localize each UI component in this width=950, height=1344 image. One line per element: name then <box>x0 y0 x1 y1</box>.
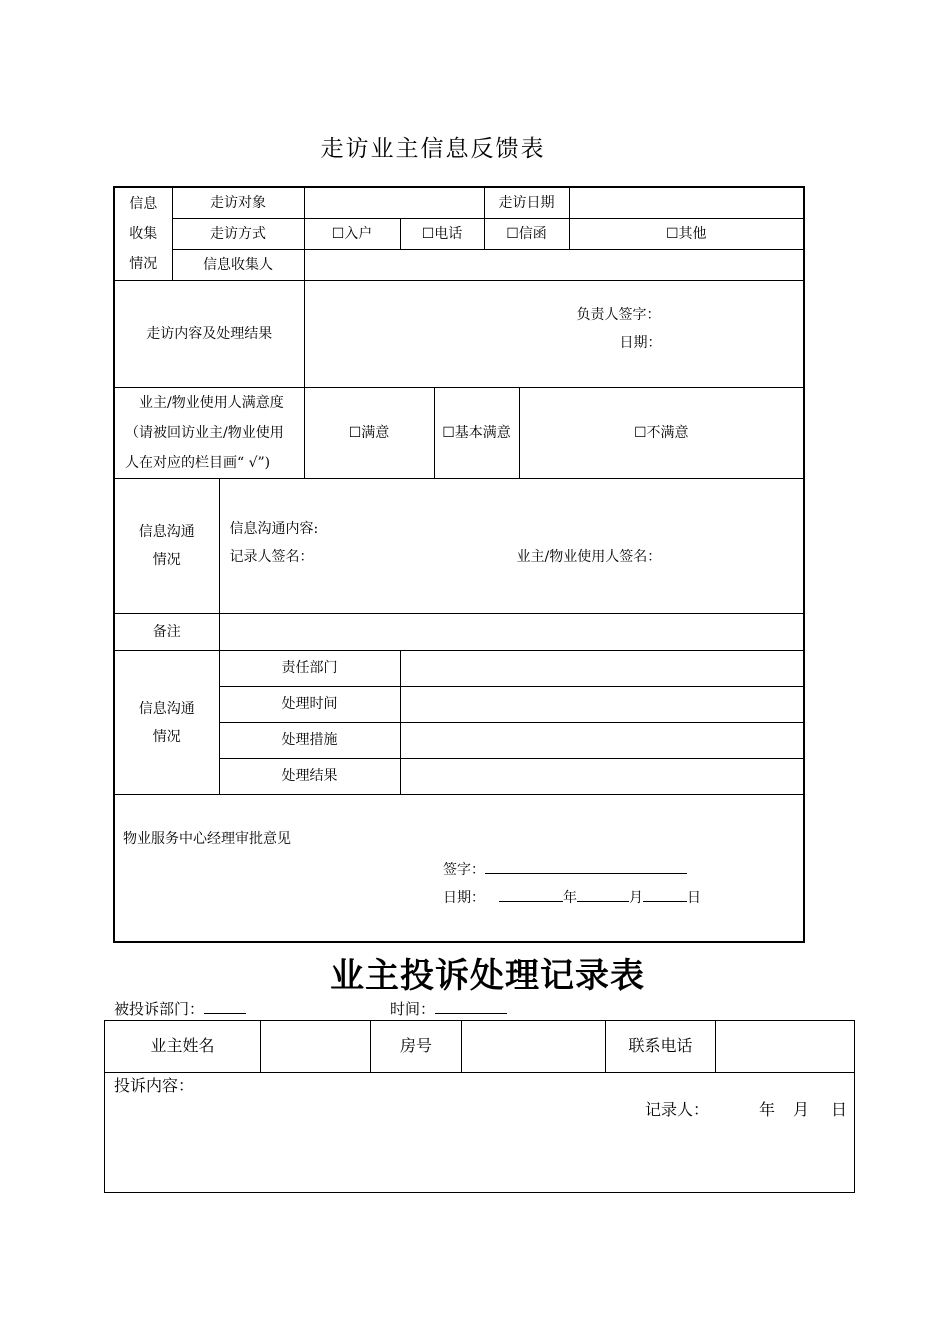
info-collection-label: 信息 收集 情况 <box>114 187 172 281</box>
time-field[interactable] <box>435 999 507 1014</box>
handling-result-field[interactable] <box>400 759 804 795</box>
form1-title: 走访业主信息反馈表 <box>320 136 546 162</box>
responsible-dept-field[interactable] <box>400 651 804 687</box>
recorder-label: 记录人： <box>645 1100 710 1119</box>
method-letter-checkbox[interactable]: ☐信函 <box>484 219 569 250</box>
phone-field[interactable] <box>716 1021 855 1073</box>
handling-result-label: 处理结果 <box>219 759 400 795</box>
handling-time-field[interactable] <box>400 687 804 723</box>
collector-field[interactable] <box>304 250 804 281</box>
department-label: 被投诉部门： <box>114 1000 205 1018</box>
remark-field[interactable] <box>219 614 804 651</box>
phone-label: 联系电话 <box>606 1021 716 1073</box>
department-line <box>114 998 246 1019</box>
owner-sign-label: 业主/物业使用人签名： <box>516 549 662 565</box>
responsible-date-label: 日期： <box>619 335 662 351</box>
communication-label: 信息沟通 情况 <box>114 479 219 614</box>
handling-measure-label: 处理措施 <box>219 723 400 759</box>
satisfied-checkbox[interactable]: ☐满意 <box>304 388 434 479</box>
time-line <box>390 998 507 1019</box>
manager-opinion-label: 物业服务中心经理审批意见 <box>123 831 291 847</box>
method-phone-checkbox[interactable]: ☐电话 <box>400 219 484 250</box>
satisfaction-label: 业主/物业使用人满意度 （请被回访业主/物业使用 人在对应的栏目画“ √”) <box>114 388 304 479</box>
handling-measure-field[interactable] <box>400 723 804 759</box>
communication-content-label: 信息沟通内容: <box>229 521 319 537</box>
owner-name-label: 业主姓名 <box>105 1021 261 1073</box>
communication-field[interactable] <box>219 479 804 614</box>
manager-date-line: 日期： 年 月 日 <box>443 887 701 906</box>
visit-date-label: 走访日期 <box>484 187 569 219</box>
visit-date-field[interactable] <box>569 187 804 219</box>
communication-label-2: 信息沟通 情况 <box>114 651 219 795</box>
manager-date-label: 日期： <box>443 890 485 906</box>
room-field[interactable] <box>462 1021 606 1073</box>
owner-name-field[interactable] <box>261 1021 371 1073</box>
visit-target-label: 走访对象 <box>172 187 304 219</box>
time-label: 时间： <box>390 1000 436 1018</box>
manager-sign-line <box>443 859 687 878</box>
collector-label: 信息收集人 <box>172 250 304 281</box>
recorder-sign-label: 记录人签名： <box>229 549 314 565</box>
method-other-checkbox[interactable]: ☐其他 <box>569 219 804 250</box>
method-home-checkbox[interactable]: ☐入户 <box>304 219 400 250</box>
handling-time-label: 处理时间 <box>219 687 400 723</box>
visit-feedback-table <box>113 186 805 943</box>
responsible-dept-label: 责任部门 <box>219 651 400 687</box>
form2-title: 业主投诉处理记录表 <box>330 956 645 996</box>
record-date: 年 月 日 <box>759 1100 848 1119</box>
complaint-table <box>104 1020 855 1193</box>
complaint-content-cell[interactable] <box>105 1073 855 1193</box>
room-label: 房号 <box>371 1021 462 1073</box>
complaint-content-label: 投诉内容： <box>114 1076 195 1095</box>
unsatisfied-checkbox[interactable]: ☐不满意 <box>519 388 804 479</box>
content-result-field[interactable] <box>304 281 804 388</box>
manager-opinion-cell[interactable] <box>114 795 804 943</box>
responsible-sign-label: 负责人签字： <box>576 307 661 323</box>
visit-target-field[interactable] <box>304 187 484 219</box>
basic-satisfied-checkbox[interactable]: ☐基本满意 <box>434 388 519 479</box>
content-result-label: 走访内容及处理结果 <box>114 281 304 388</box>
remark-label: 备注 <box>114 614 219 651</box>
visit-method-label: 走访方式 <box>172 219 304 250</box>
department-field[interactable] <box>204 999 246 1014</box>
manager-sign-label: 签字： <box>443 862 485 878</box>
